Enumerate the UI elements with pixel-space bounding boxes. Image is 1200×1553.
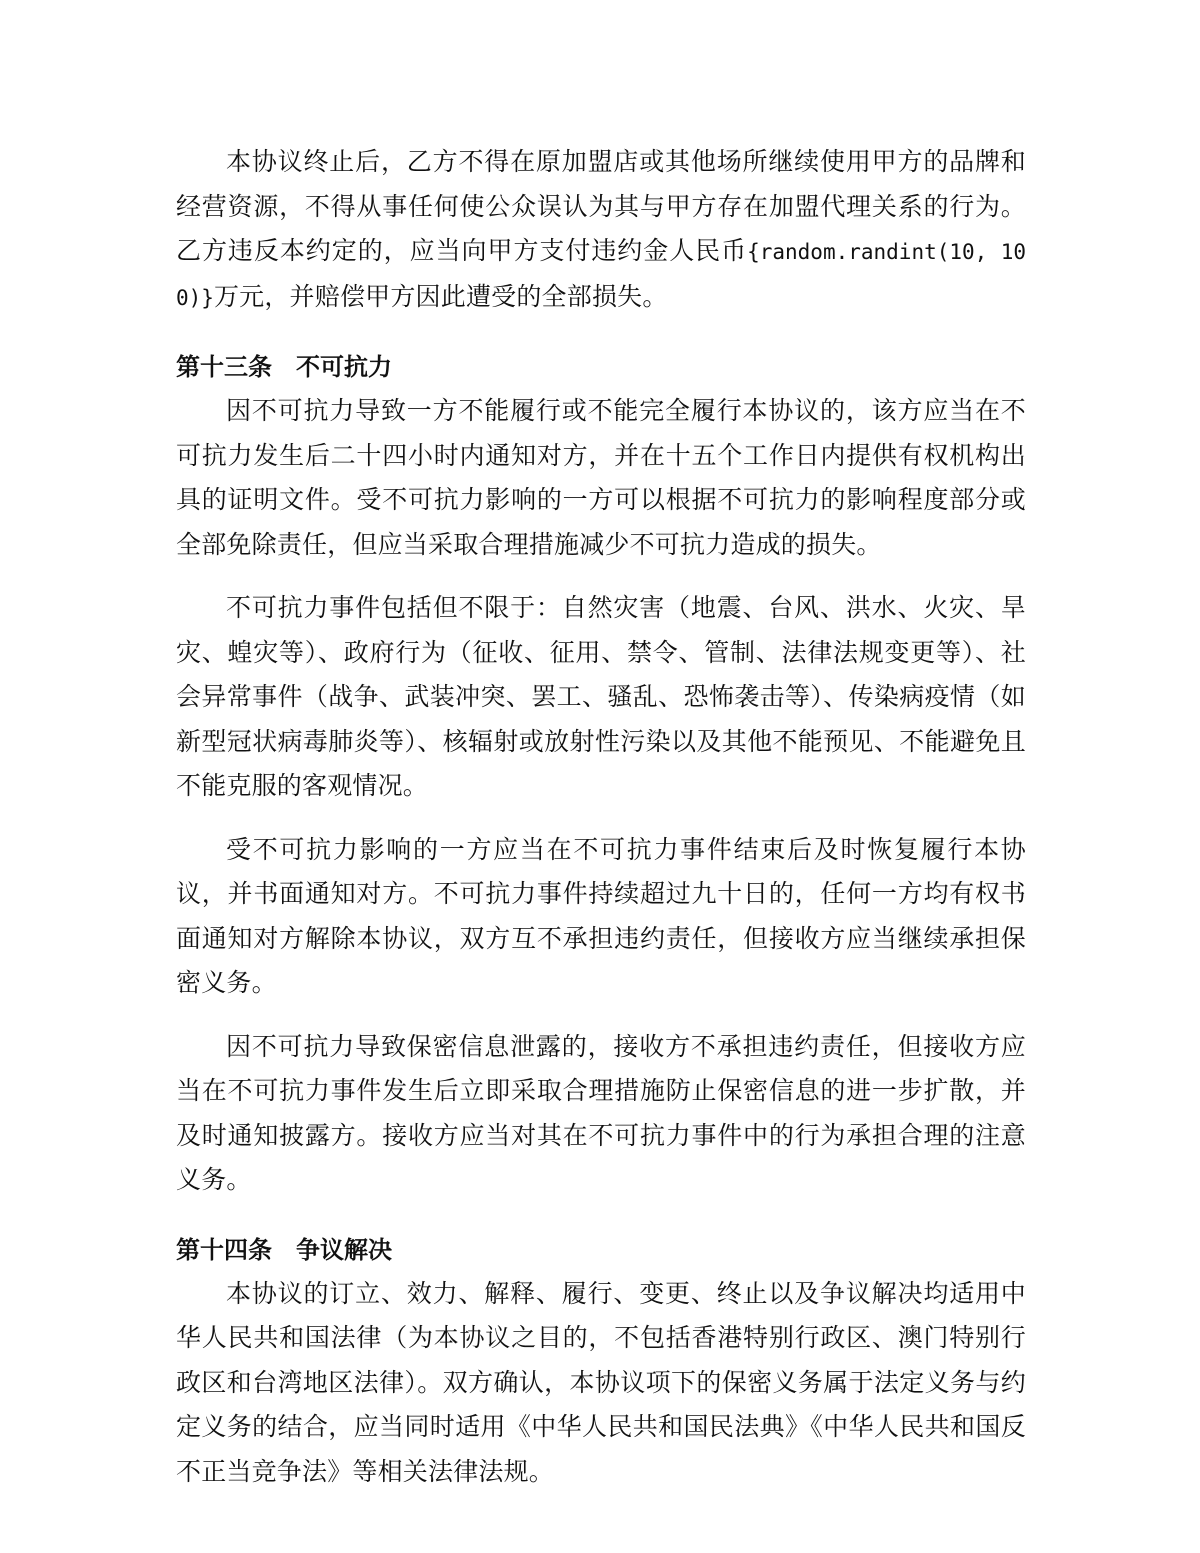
placeholder-code: {random.randint(10, 100)} <box>176 240 1026 310</box>
article-14-paragraph: 本协议的订立、效力、解释、履行、变更、终止以及争议解决均适用中华人民共和国法律（为本协议之目的，不包括香港特别行政区、澳门特别行政区和台湾地区法律）。双方确认，本协议项下的保密义务属于法定义务与约定义务的结合，应当同时适用《中华人民共和国民法典》《中华人民共和国反不正当竞争法》等相关法律法规。 <box>176 1278 1026 1486</box>
document-page <box>176 140 1026 1494</box>
article-13-title: 不可抗力 <box>296 353 392 381</box>
article-13-paragraph: 因不可抗力导致一方不能履行或不能完全履行本协议的，该方应当在不可抗力发生后二十四小时内通知对方，并在十五个工作日内提供有权机构出具的证明文件。受不可抗力影响的一方可以根据不可抗力的影响程度部分或全部免除责任，但应当采取合理措施减少不可抗力造成的损失。 <box>176 396 1026 559</box>
paragraph-termination-text-before: 本协议终止后，乙方不得在原加盟店或其他场所继续使用甲方的品牌和经营资源，不得从事任何使公众误认为其与甲方存在加盟代理关系的行为。乙方违反本约定的，应当向甲方支付违约金人民币 <box>176 147 1026 265</box>
article-13-paragraph: 受不可抗力影响的一方应当在不可抗力事件结束后及时恢复履行本协议，并书面通知对方。不可抗力事件持续超过九十日的，任何一方均有权书面通知对方解除本协议，双方互不承担违约责任，但接收方应当继续承担保密义务。 <box>176 834 1026 997</box>
article-14-heading <box>176 1228 1026 1272</box>
article-13-paragraph: 不可抗力事件包括但不限于：自然灾害（地震、台风、洪水、火灾、旱灾、蝗灾等）、政府行为（征收、征用、禁令、管制、法律法规变更等）、社会异常事件（战争、武装冲突、罢工、骚乱、恐怖袭击等）、传染病疫情（如新型冠状病毒肺炎等）、核辐射或放射性污染以及其他不能预见、不能避免且不能克服的客观情况。 <box>176 593 1026 800</box>
article-13-heading <box>176 345 1026 389</box>
article-13-number: 第十三条 <box>176 353 272 381</box>
article-13-paragraph: 因不可抗力导致保密信息泄露的，接收方不承担违约责任，但接收方应当在不可抗力事件发生后立即采取合理措施防止保密信息的进一步扩散，并及时通知披露方。接收方应当对其在不可抗力事件中的行为承担合理的注意义务。 <box>176 1031 1026 1194</box>
paragraph-termination-text-after: 万元，并赔偿甲方因此遭受的全部损失。 <box>213 281 668 311</box>
article-14-number: 第十四条 <box>176 1235 272 1264</box>
article-14-title: 争议解决 <box>296 1235 392 1264</box>
paragraph-termination <box>176 140 1026 320</box>
